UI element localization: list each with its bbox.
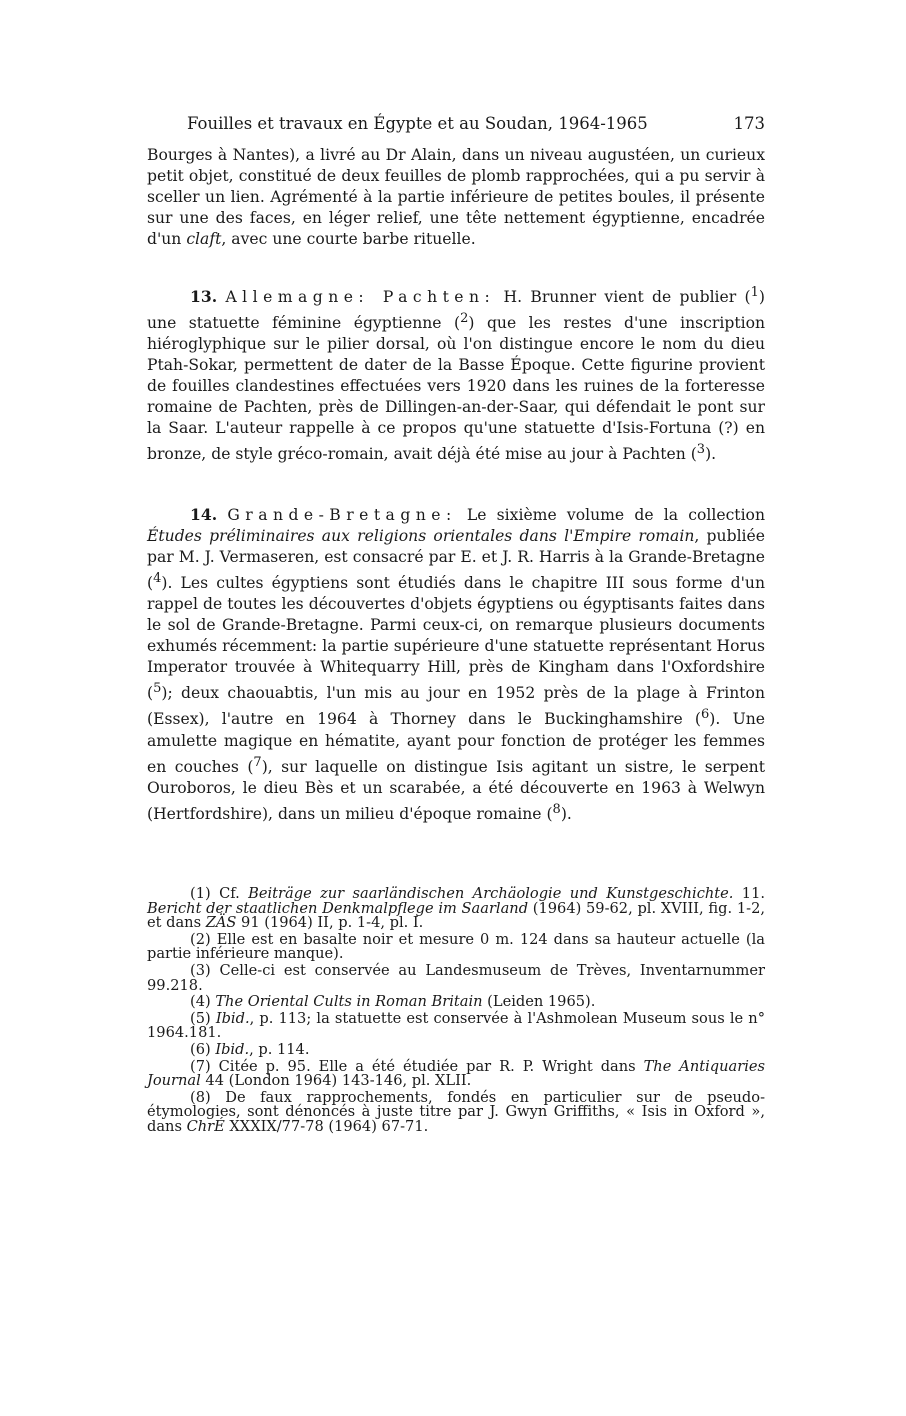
footnote-text: XXXIX/77-78 (1964) 67-71.	[224, 1117, 429, 1135]
footnote-text: 44 (London 1964) 143-146, pl. XLII.	[200, 1072, 472, 1090]
footnote-text: 11.	[733, 885, 766, 902]
paragraph-text: ), sur laquelle on distingue Isis agitant un sistre, le serpent Ouroboros, le dieu Bès et un scarabée, a été découverte en 1963 à Welwyn (Hertfordshire), dans un milieu d'époque romaine (	[147, 757, 765, 823]
footnote-marker: (3)	[190, 961, 211, 979]
footnote-marker: (2)	[190, 930, 211, 948]
paragraph-text: ); deux chaouabtis, l'un mis au jour en 1952 près de la plage à Frinton (Essex), l'autre en 1964 à Thorney dans le Buckinghamshire (	[147, 684, 765, 729]
paragraph-text: ).	[560, 804, 572, 823]
footnote-5	[147, 1009, 765, 1042]
footnote-text: (Leiden 1965).	[482, 993, 596, 1011]
footnote-ref[interactable]: 2	[460, 311, 469, 327]
paragraph-continuation	[147, 145, 765, 250]
italic-title: Beiträge zur saarländischen Archäologie und Kunstgeschichte.	[248, 885, 734, 902]
paragraph-text: ).	[705, 445, 717, 464]
footnote-text: 91 (1964) II, p. 1-4, pl. I.	[236, 914, 424, 932]
footnote-ref[interactable]: 8	[552, 801, 561, 817]
footnote-marker: (6)	[190, 1040, 211, 1058]
footnote-ref[interactable]: 6	[701, 707, 710, 723]
paragraph-text: ) que les restes d'une inscription hiéroglyphique sur le pilier dorsal, où l'on distingue encore le nom du dieu Ptah-Sokar, permettent de dater de la Basse Époque. Cette figurine provient de fouilles clandestines effectuées vers 1920 dans les ruines de la forteresse romaine de Pachten, près de Dillingen-an-der-Saar, qui défendait le pont sur la Saar. L'auteur rappelle à ce propos qu'une statuette d'Isis-Fortuna (?) en bronze, de style gréco-romain, avait déjà été mise au jour à Pachten (	[147, 314, 766, 464]
footnote-text: Cf.	[210, 885, 249, 902]
paragraph-text: ). Les cultes égyptiens sont étudiés dans le chapitre III sous forme d'un rappel de toutes les découvertes d'objets égyptiens ou égyptisants faites dans le sol de Grande-Bretagne. Parmi ceux-ci, on remarque plusieurs documents exhumés récemment: la partie supérieure d'une statuette représentant Horus Imperator trouvée à Whitequarry Hill, près de Kingham dans l'Oxfordshire (	[147, 574, 765, 703]
footnotes	[147, 887, 765, 1137]
footnote-marker: (5)	[190, 1009, 211, 1027]
paragraph-text: H. Brunner vient de publier (	[495, 288, 751, 307]
footnote-text: Citée p. 95. Elle a été étudiée par R. P. Wright dans	[210, 1057, 644, 1075]
footnote-3	[147, 961, 765, 994]
footnote-marker: (7)	[190, 1057, 211, 1075]
footnote-6	[147, 1040, 765, 1058]
footnote-ref[interactable]: 1	[750, 285, 759, 300]
footnote-8	[147, 1088, 765, 1135]
footnote-marker: (1)	[190, 885, 211, 902]
italic-title: Bericht der staatlichen Denkmalpflege im Saarland	[147, 899, 529, 917]
footnote-text: , p. 113; la statuette est conservée à l'Ashmolean Museum sous le n° 1964.181.	[147, 1009, 765, 1042]
section-13-paragraph	[147, 282, 765, 466]
italic-title: The Oriental Cults in Roman Britain	[215, 993, 483, 1011]
footnote-text: Elle est en basalte noir et mesure 0 m. 124 dans sa hauteur actuelle (la partie inférieure manque).	[147, 930, 765, 963]
footnote-1	[147, 887, 765, 931]
italic-title: ChrÉ	[186, 1117, 225, 1135]
italic-term: claft	[186, 230, 222, 248]
paragraph-text: , publiée par M. J. Vermaseren, est consacré par E. et J. R. Harris à la Grande-Bretagne (	[147, 527, 765, 593]
italic-title: The Antiquaries Journal	[147, 1057, 765, 1090]
footnote-marker: (4)	[190, 993, 211, 1011]
footnote-ref[interactable]: 5	[153, 681, 162, 697]
paragraph-text: ). Une amulette magique en hématite, ayant pour fonction de protéger les femmes en couches (	[147, 710, 765, 776]
footnote-text: (1964) 59-62, pl. XVIII, fig. 1-2, et dans	[147, 899, 765, 932]
footnote-marker: (8)	[190, 1088, 211, 1106]
footnote-ref[interactable]: 4	[153, 571, 162, 586]
italic-title: Ibid.	[215, 1040, 250, 1058]
paragraph-text: , avec une courte barbe rituelle.	[221, 230, 476, 248]
paragraph-text: Bourges à Nantes), a livré au Dr Alain, dans un niveau augustéen, un curieux petit objet, constitué de deux feuilles de plomb rapprochées, qui a pu servir à sceller un lien. Agrémenté à la partie inférieure de petites boules, il présente sur une des faces, en léger relief, une tête nettement égyptienne, encadrée d'un	[147, 146, 765, 248]
italic-title: Ibid.	[215, 1009, 250, 1027]
paragraph-text: ) une statuette féminine égyptienne (	[147, 288, 765, 333]
section-number: 13.	[190, 287, 218, 307]
footnote-7	[147, 1057, 765, 1090]
running-title: Fouilles et travaux en Égypte et au Soudan, 1964-1965	[187, 114, 648, 133]
footnote-4	[147, 995, 765, 1010]
footnote-ref[interactable]: 3	[696, 442, 706, 458]
section-heading: Grande-Bretagne:	[227, 506, 457, 524]
footnote-text: Celle-ci est conservée au Landesmuseum de Trèves, Inventarnummer 99.218.	[147, 961, 765, 994]
running-header	[187, 114, 765, 136]
footnote-2	[147, 930, 765, 963]
page-number: 173	[733, 114, 765, 133]
footnote-text: , p. 114.	[249, 1040, 310, 1058]
footnote-text: De faux rapprochements, fondés en particulier sur de pseudo-étymologies, sont dénoncés à juste titre par J. Gwyn Griffiths, « Isis in Oxford », dans	[147, 1088, 765, 1135]
italic-title: Études préliminaires aux religions orientales dans l'Empire romain	[147, 527, 695, 545]
paragraph-text: Le sixième volume de la collection	[456, 506, 765, 524]
section-heading: Allemagne: Pachten:	[225, 288, 496, 307]
section-14-paragraph	[147, 504, 765, 825]
footnote-ref[interactable]: 7	[253, 754, 262, 770]
section-number: 14.	[190, 505, 218, 524]
italic-title: ZÄS	[205, 914, 237, 932]
